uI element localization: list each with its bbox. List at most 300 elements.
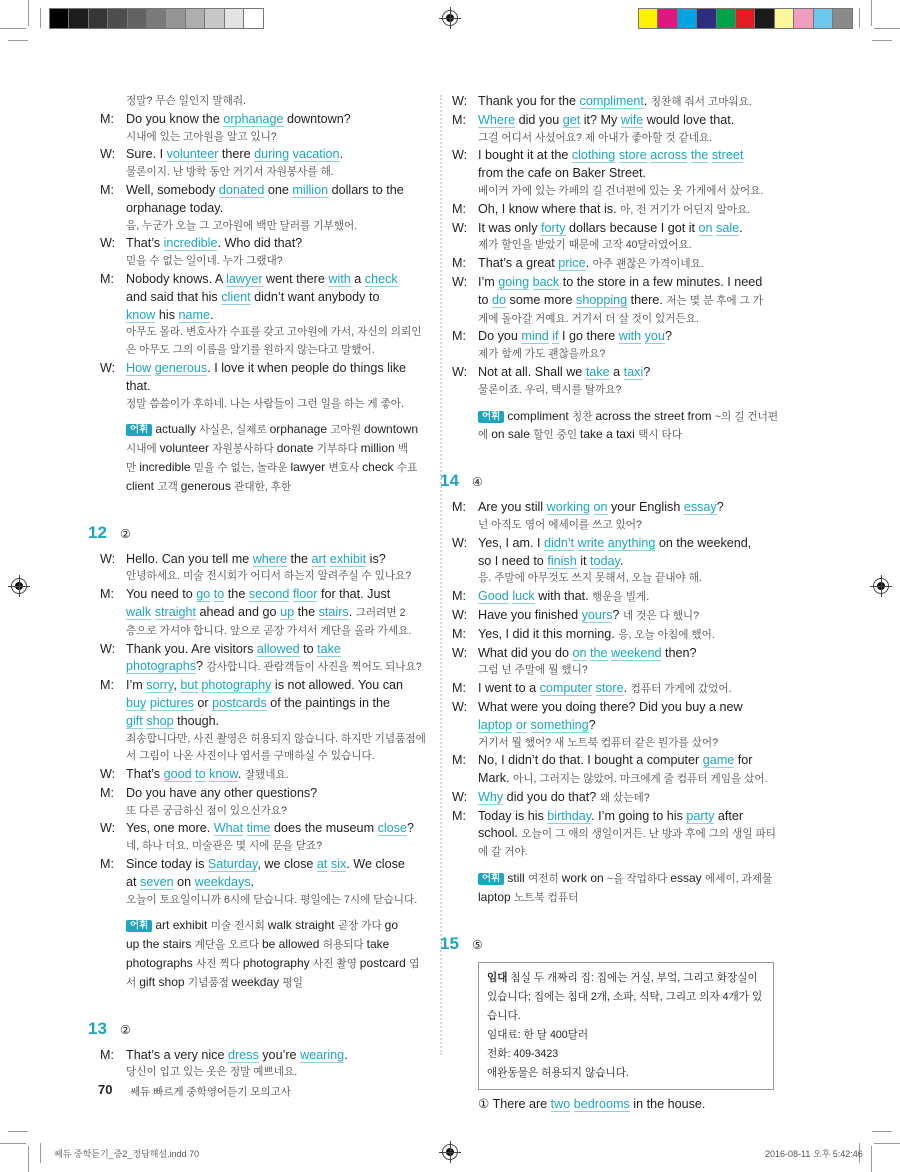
- dialogue-turn: [452, 626, 792, 645]
- dialogue-turn: [452, 752, 792, 789]
- english-text: .: [250, 874, 255, 889]
- speaker-label: M:: [452, 329, 466, 344]
- key-word: something: [530, 717, 589, 732]
- dialogue-turn: [100, 856, 430, 909]
- vocab-meaning: 시내에: [126, 443, 160, 456]
- question-13-header: [88, 1018, 430, 1039]
- speaker-label: M:: [452, 500, 466, 515]
- key-word: sorry: [146, 678, 174, 693]
- vocab-term: weekday: [231, 974, 283, 989]
- key-word: shop: [146, 713, 174, 728]
- english-text: went there: [262, 271, 329, 286]
- english-text: What did you do: [478, 645, 573, 660]
- vocab-line: [126, 936, 430, 955]
- color-swatch: [244, 9, 263, 28]
- dialogue-turn: [452, 499, 792, 535]
- key-word: computer: [539, 681, 593, 696]
- key-word: close: [377, 821, 407, 836]
- dialogue-line: [478, 147, 792, 165]
- speaker-label: M:: [100, 182, 114, 197]
- question-number: 14: [440, 471, 459, 491]
- english-text: school.: [478, 826, 522, 841]
- key-word: photography: [201, 678, 272, 693]
- speaker-label: W:: [452, 789, 468, 804]
- crop-mark-bl-h: [8, 1131, 28, 1132]
- dialogue-turn: [100, 111, 430, 147]
- english-text: one: [264, 182, 293, 197]
- key-word: pictures: [149, 695, 194, 710]
- question-13-transcript: [100, 1047, 430, 1083]
- key-word: party: [686, 808, 715, 823]
- color-swatch: [775, 9, 794, 28]
- key-word: mind: [521, 329, 549, 344]
- korean-translation: 감사합니다. 관람객들이 사진을 찍어도 되나요?: [206, 661, 422, 674]
- vocab-meaning: 고객: [157, 480, 181, 493]
- korean-translation: 그걸 어디서 사셨어요? 제 아내가 좋아할 것 같네요.: [478, 131, 713, 144]
- key-word: sale: [716, 220, 740, 235]
- turn-body: [126, 766, 430, 785]
- english-text: .: [619, 553, 624, 568]
- dialogue-line: [126, 586, 430, 604]
- speaker-label: W:: [452, 645, 468, 660]
- dialogue-line: [126, 856, 430, 874]
- key-word: two: [550, 1096, 571, 1111]
- vocab-meaning: ~을 작업하다: [607, 873, 671, 886]
- english-text: though.: [173, 713, 220, 728]
- english-text: with that.: [534, 589, 593, 604]
- english-text: Sure. I: [126, 147, 167, 162]
- english-text: that.: [126, 378, 151, 393]
- turn-body: [126, 856, 430, 909]
- vocab-term: laptop: [478, 889, 515, 904]
- turn-body: [126, 820, 430, 856]
- korean-translation: 서 그림이 나온 사진이나 엽서를 구매하실 수 있습니다.: [126, 750, 375, 763]
- dialogue-line: [478, 588, 792, 607]
- english-text: Do you: [478, 329, 522, 344]
- key-word: with: [618, 329, 642, 344]
- question-14-header: [440, 471, 792, 491]
- key-word: floor: [292, 587, 318, 602]
- english-text: is not allowed. You can: [271, 678, 404, 693]
- left-column: [88, 93, 430, 1082]
- key-word: luck: [512, 589, 535, 604]
- english-text: to: [478, 292, 493, 307]
- korean-translation: 제가 할인을 받았기 때문에 고작 40달러였어요.: [478, 239, 692, 252]
- question-15-options: [452, 1096, 792, 1114]
- key-word: check: [364, 271, 398, 286]
- korean-translation: 그럼 넌 주말에 뭘 했니?: [478, 664, 588, 677]
- question-number: 12: [88, 522, 107, 542]
- dialogue-line: [126, 182, 430, 200]
- dialogue-line: [126, 695, 430, 713]
- dialogue-turn: [452, 789, 792, 808]
- english-text: [590, 500, 594, 514]
- color-swatch: [678, 9, 697, 28]
- vocab-term: go: [384, 918, 398, 933]
- color-swatch: [205, 9, 224, 28]
- dialogue-turn: [100, 785, 430, 821]
- english-text: does the museum: [270, 821, 378, 836]
- vocab-meaning: 기념품점: [187, 976, 232, 989]
- speaker-label: W:: [100, 767, 116, 782]
- dialogue-line: [126, 200, 430, 218]
- vocab-term: client: [126, 478, 158, 493]
- color-swatch: [108, 9, 127, 28]
- key-word: do: [492, 292, 507, 307]
- question-number: 15: [440, 933, 459, 953]
- rental-notice-box: [478, 962, 774, 1090]
- english-text: ?: [406, 821, 414, 836]
- key-word: but: [180, 678, 198, 693]
- color-swatch: [147, 9, 166, 28]
- key-word: Saturday: [207, 857, 258, 872]
- turn-body: [478, 201, 792, 220]
- korean-translation: 거기서 뭘 했어? 새 노트북 컴퓨터 같은 뭔가를 샀어?: [478, 736, 718, 749]
- rental-phone: 전화: 409-3423: [487, 1047, 559, 1060]
- crop-mark-br-h2: [874, 1143, 900, 1144]
- english-text: so I need to: [478, 553, 548, 568]
- key-word: vacation: [292, 147, 340, 162]
- speaker-label: M:: [452, 112, 466, 127]
- turn-body: [478, 112, 792, 148]
- dialogue-line: [478, 626, 792, 645]
- key-word: store: [595, 681, 624, 696]
- english-text: .: [623, 681, 631, 696]
- english-text: Not at all. Shall we: [478, 364, 586, 379]
- turn-body: [478, 752, 792, 789]
- english-text: .: [643, 94, 651, 108]
- english-text: I went to a: [478, 681, 540, 696]
- vocab-meaning: 사진 찍다: [196, 958, 243, 971]
- speaker-label: M:: [100, 587, 114, 602]
- korean-translation: 아주 괜찮은 가격이네요.: [592, 258, 704, 271]
- vocab-meaning: 할인 중인: [533, 429, 581, 442]
- question-11-transcript: [100, 93, 430, 413]
- key-word: volunteer: [166, 147, 219, 162]
- key-word: you: [644, 329, 665, 344]
- english-text: That’s a very nice: [126, 1047, 228, 1062]
- english-text: Nobody knows. A: [126, 271, 227, 286]
- answer-choice: ②: [120, 526, 131, 541]
- color-swatch: [794, 9, 813, 28]
- key-word: on: [698, 220, 713, 235]
- dialogue-line: [126, 641, 430, 659]
- english-text: Mark.: [478, 771, 513, 786]
- english-text: dollars to the: [328, 182, 404, 197]
- key-word: six: [330, 857, 347, 872]
- turn-body: [478, 147, 792, 200]
- registration-mark-top-icon: [442, 10, 458, 26]
- vocab-badge: 어휘: [126, 424, 152, 436]
- registration-mark-right-icon: [873, 578, 889, 594]
- english-text: for that. Just: [317, 587, 391, 602]
- dialogue-line: [126, 289, 430, 307]
- dialogue-line: [478, 607, 792, 626]
- turn-body: [126, 551, 430, 587]
- dialogue-turn: [100, 551, 430, 587]
- vocab-meaning: 여전히: [528, 873, 562, 886]
- speaker-label: W:: [452, 94, 468, 108]
- english-text: .: [739, 220, 743, 235]
- color-swatch: [755, 9, 774, 28]
- key-word: on: [593, 500, 608, 515]
- dialogue-line: [478, 717, 792, 735]
- english-text: Since today is: [126, 857, 208, 872]
- korean-translation: 네 것은 다 했니?: [622, 609, 700, 622]
- vocab-meaning: 믿을 수 없는, 놀라운: [193, 461, 291, 474]
- english-text: I’m: [126, 678, 147, 693]
- korean-translation: 칭찬해 줘서 고마워요.: [650, 96, 752, 108]
- key-word: write: [577, 535, 605, 550]
- korean-translation: 게에 돌아갈 거예요. 거기서 더 살 것이 있거든요.: [478, 312, 699, 325]
- color-swatch: [639, 9, 658, 28]
- vocab-meaning: 서: [126, 976, 140, 989]
- korean-translation: 아무도 몰라. 변호사가 수표를 갖고 고아원에 가서, 자신의 의뢰인: [126, 326, 422, 339]
- vocab-meaning: 수표: [396, 461, 418, 474]
- speaker-label: M:: [452, 201, 466, 216]
- vocab-term: lawyer: [290, 459, 329, 474]
- speaker-label: M:: [100, 857, 114, 872]
- dialogue-turn: [100, 766, 430, 785]
- dialogue-line: [126, 271, 430, 289]
- key-word: the: [690, 148, 709, 163]
- dialogue-turn: [452, 147, 792, 200]
- korean-translation: 물론이지. 난 방학 동안 거기서 자원봉사를 해.: [126, 166, 334, 179]
- turn-body: [126, 641, 430, 678]
- english-text: the: [294, 604, 319, 619]
- english-text: ,: [173, 678, 181, 693]
- rental-notice-text: [487, 969, 765, 1026]
- slug-timestamp: 2016-08-11 오후 5:42:46: [765, 1149, 863, 1159]
- turn-body: [478, 645, 792, 681]
- speaker-label: M:: [100, 111, 114, 126]
- korean-translation: 물론이죠. 우리, 택시를 탈까요?: [478, 383, 622, 396]
- key-word: working: [546, 500, 590, 515]
- english-text: It was only: [478, 220, 541, 235]
- korean-translation: 오늘이 그 애의 생일이거든. 난 방과 후에 그의 생일 파티: [521, 828, 776, 841]
- korean-translation: 아니, 그러지는 않았어. 마크에게 줄 컴퓨터 게임을 샀어.: [512, 773, 768, 786]
- korean-translation: 안녕하세요. 미술 전시회가 어디서 하는지 알려주실 수 있나요?: [126, 570, 412, 583]
- vocab-meaning: 에: [478, 429, 492, 442]
- turn-body: [478, 255, 792, 274]
- speaker-label: W:: [100, 551, 116, 566]
- english-text: , we close: [257, 857, 317, 872]
- key-word: birthday: [547, 808, 592, 823]
- dialogue-line: [478, 825, 792, 844]
- dialogue-line: [126, 713, 430, 731]
- turn-body: [126, 146, 430, 182]
- key-word: time: [246, 821, 271, 836]
- key-word: know: [126, 307, 156, 322]
- english-text: Thank you. Are visitors: [126, 641, 257, 656]
- vocab-meaning: 사진 촬영: [312, 958, 360, 971]
- english-text: What were you doing there? Did you buy a new: [478, 699, 743, 714]
- key-word: on: [572, 645, 587, 660]
- english-text: you’re: [258, 1047, 301, 1062]
- book-title: 쎄듀 빠르게 중학영어듣기 모의고사: [130, 1086, 291, 1098]
- vocab-meaning: 택시 타다: [638, 429, 682, 442]
- key-word: essay: [683, 500, 717, 515]
- key-word: to: [213, 587, 225, 602]
- question-12-transcript: [100, 551, 430, 910]
- dialogue-line: [478, 553, 792, 571]
- english-text: .: [344, 1047, 348, 1062]
- dialogue-line: [478, 93, 792, 112]
- crop-mark-tl-h2: [8, 40, 28, 41]
- dialogue-turn: [100, 360, 430, 413]
- english-text: ahead and go: [196, 604, 281, 619]
- turn-body: [126, 586, 430, 640]
- key-word: seven: [140, 874, 174, 889]
- korean-translation: 넌 아직도 영어 에세이를 쓰고 있어?: [478, 518, 642, 531]
- english-text: a: [350, 271, 365, 286]
- vocab-line: [126, 478, 430, 497]
- vocab-meaning: 허용되다: [322, 939, 367, 952]
- english-text: of the paintings in the: [266, 695, 390, 710]
- dialogue-line: [126, 658, 430, 677]
- english-text: Yes, I am. I: [478, 535, 545, 550]
- key-word: allowed: [256, 641, 300, 656]
- vocab-line: [126, 974, 430, 993]
- question-14-transcript: [452, 499, 792, 862]
- english-text: did you: [515, 112, 563, 127]
- key-word: name: [178, 307, 211, 322]
- crop-mark-tr-h: [874, 28, 900, 29]
- color-swatch: [814, 9, 833, 28]
- key-word: know: [209, 767, 238, 782]
- color-swatch: [697, 9, 716, 28]
- vocab-term: photography: [242, 956, 313, 971]
- dialogue-line: [126, 1047, 430, 1065]
- korean-translation: 컴퓨터 가게에 갔었어.: [630, 683, 732, 696]
- color-swatch: [658, 9, 677, 28]
- key-word: game: [702, 753, 735, 768]
- dialogue-line: [126, 820, 430, 838]
- key-word: bedrooms: [573, 1096, 630, 1111]
- vocab-meaning: 백: [398, 443, 409, 456]
- turn-body: [126, 271, 430, 360]
- dialogue-line: [478, 789, 792, 808]
- english-text: .: [585, 256, 593, 271]
- english-text: ?: [643, 364, 651, 379]
- key-word: million: [292, 182, 329, 197]
- question-number: 13: [88, 1018, 107, 1038]
- vocab-term: take: [366, 937, 390, 952]
- english-text: it? My: [580, 112, 621, 127]
- crop-mark-tl-v2: [40, 8, 41, 28]
- dialogue-line: [478, 770, 792, 789]
- korean-translation: 네, 하나 더요. 미술관은 몇 시에 문을 닫죠?: [126, 840, 323, 853]
- key-word: forty: [541, 220, 566, 235]
- turn-body: [478, 364, 792, 400]
- dialogue-line: [478, 535, 792, 553]
- english-text: there: [218, 147, 255, 162]
- key-word: laptop: [478, 717, 513, 732]
- vocab-meaning: 변호사: [328, 461, 363, 474]
- dialogue-turn: [100, 146, 430, 182]
- english-text: your English: [607, 500, 684, 515]
- speaker-label: M:: [452, 256, 466, 271]
- english-text: ?: [588, 717, 596, 732]
- vocab-meaning: 칭찬: [572, 410, 596, 423]
- korean-translation: 죄송합니다만, 사진 촬영은 허용되지 않습니다. 하지만 기념품점에: [126, 732, 426, 745]
- key-word: What: [213, 821, 244, 836]
- dialogue-line: [126, 677, 430, 695]
- english-text: There are: [492, 1096, 551, 1111]
- english-text: That’s a great: [478, 256, 559, 271]
- korean-translation: 베이커 가에 있는 카페의 길 건너편에 있는 옷 가게에서 샀어요.: [478, 184, 764, 197]
- color-swatch: [225, 9, 244, 28]
- vocab-term: take a taxi: [580, 427, 639, 442]
- english-text: at: [126, 874, 141, 889]
- vocab-term: million: [360, 441, 398, 456]
- english-text: to the store in a few minutes. I need: [559, 274, 763, 289]
- key-word: Good: [478, 589, 509, 604]
- key-word: or: [515, 717, 528, 732]
- key-word: take: [585, 364, 610, 379]
- dialogue-line: [478, 274, 792, 292]
- turn-body: [478, 789, 792, 808]
- crop-mark-br-v: [871, 1146, 872, 1172]
- vocab-line: [478, 889, 792, 908]
- turn-body: [478, 93, 792, 112]
- korean-translation: 층으로 가셔야 합니다. 앞으로 곧장 가셔서 계단을 올라 가세요.: [126, 624, 412, 637]
- vocab-term: up the stairs: [126, 937, 195, 952]
- vocab-term: be allowed: [262, 937, 323, 952]
- turn-body: [126, 785, 430, 821]
- speaker-label: W:: [100, 821, 116, 836]
- key-word: at: [316, 857, 328, 872]
- vocab-term: orphanage: [269, 422, 331, 437]
- speaker-label: W:: [452, 274, 468, 289]
- vocab-meaning: ~의 길 건너편: [714, 410, 779, 423]
- speaker-label: M:: [100, 678, 114, 693]
- vocab-term: downtown: [364, 422, 419, 437]
- key-word: lawyer: [226, 271, 263, 286]
- rental-pet-policy: 애완동물은 허용되지 않습니다.: [487, 1066, 629, 1079]
- crop-mark-tl-v: [28, 0, 29, 26]
- korean-translation: 응. 주말에 아무것도 쓰지 못해서, 오늘 끝내야 해.: [478, 572, 702, 585]
- dialogue-turn: [452, 93, 792, 112]
- key-word: to: [195, 767, 206, 782]
- color-swatch: [69, 9, 88, 28]
- vocab-term: photographs: [126, 956, 197, 971]
- gray-color-bar: [49, 8, 264, 29]
- color-swatch: [833, 9, 852, 28]
- dialogue-turn: [100, 820, 430, 856]
- english-text: .: [339, 147, 344, 162]
- vocab-line: [478, 408, 792, 427]
- dialogue-line: [126, 360, 430, 378]
- english-text: You need to: [126, 587, 197, 602]
- speaker-label: W:: [452, 607, 468, 622]
- crop-mark-tr-h2: [872, 40, 892, 41]
- color-swatch: [89, 9, 108, 28]
- dialogue-line: [478, 112, 792, 130]
- crop-mark-bl-h2: [0, 1143, 26, 1144]
- speaker-label: W:: [452, 220, 468, 235]
- speaker-label: M:: [452, 681, 466, 696]
- dialogue-line: [126, 111, 430, 129]
- english-text: . I love it when people do things like: [207, 360, 407, 375]
- key-word: Where: [478, 112, 516, 127]
- korean-translation: 행운을 빌게.: [592, 591, 650, 604]
- dialogue-line: [478, 328, 792, 346]
- vocab-line: [126, 917, 430, 936]
- key-word: during: [254, 147, 290, 162]
- vocab-term: on sale: [491, 427, 534, 442]
- english-text: his: [155, 307, 179, 322]
